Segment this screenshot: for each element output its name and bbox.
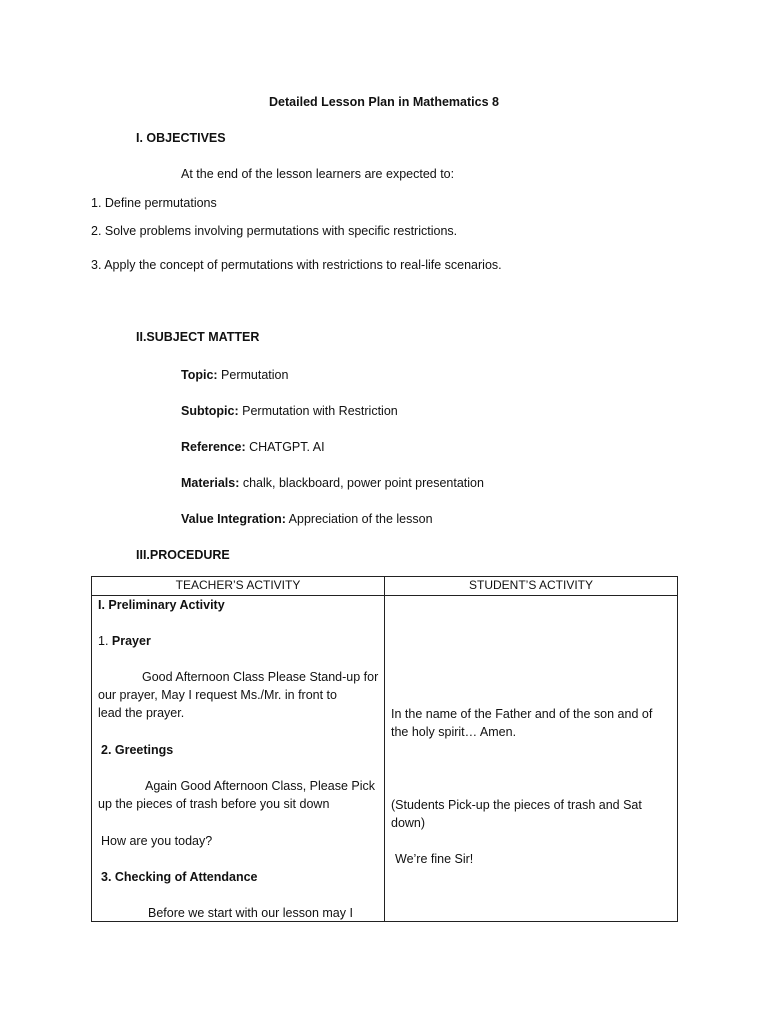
teacher-prayer-line: our prayer, May I request Ms./Mr. in front to bbox=[98, 688, 337, 702]
materials-value: chalk, blackboard, power point presentation bbox=[239, 476, 484, 490]
table-column-divider bbox=[384, 577, 385, 921]
greetings-heading: 2. Greetings bbox=[101, 743, 174, 757]
teacher-activity-header: TEACHER’S ACTIVITY bbox=[175, 578, 301, 592]
teacher-prayer-line: lead the prayer. bbox=[98, 706, 185, 720]
prayer-heading: 1. Prayer bbox=[98, 634, 151, 648]
teacher-greetings-line: Again Good Afternoon Class, Please Pick bbox=[145, 779, 375, 793]
procedure-table bbox=[91, 576, 678, 922]
value-integration-line bbox=[181, 512, 433, 526]
procedure-heading: III.PROCEDURE bbox=[136, 548, 230, 562]
student-trash-line: (Students Pick-up the pieces of trash and Sat bbox=[391, 798, 642, 812]
subtopic-label: Subtopic: bbox=[181, 404, 239, 418]
objectives-intro: At the end of the lesson learners are expected to: bbox=[181, 167, 455, 181]
objective-item: 3. Apply the concept of permutations with restrictions to real-life scenarios. bbox=[91, 258, 502, 272]
reference-line bbox=[181, 440, 325, 454]
objectives-heading: I. OBJECTIVES bbox=[136, 131, 226, 145]
reference-value: CHATGPT. AI bbox=[245, 440, 325, 454]
subject-matter-heading: II.SUBJECT MATTER bbox=[136, 330, 260, 344]
preliminary-activity-heading: I. Preliminary Activity bbox=[98, 598, 225, 612]
objective-item: 2. Solve problems involving permutations with specific restrictions. bbox=[91, 224, 458, 238]
student-trash-line: down) bbox=[391, 816, 426, 830]
student-activity-header: STUDENT’S ACTIVITY bbox=[468, 578, 593, 592]
objective-item: 1. Define permutations bbox=[91, 196, 217, 210]
teacher-prayer-line: Good Afternoon Class Please Stand-up for bbox=[142, 670, 379, 684]
document-title: Detailed Lesson Plan in Mathematics 8 bbox=[269, 95, 499, 109]
materials-label: Materials: bbox=[181, 476, 240, 490]
topic-label: Topic: bbox=[181, 368, 218, 382]
subtopic-line bbox=[181, 404, 398, 418]
teacher-greetings-question: How are you today? bbox=[101, 834, 213, 848]
subtopic-value: Permutation with Restriction bbox=[238, 404, 398, 418]
teacher-greetings-line: up the pieces of trash before you sit down bbox=[98, 797, 330, 811]
materials-line bbox=[181, 476, 484, 490]
attendance-heading: 3. Checking of Attendance bbox=[101, 870, 258, 884]
topic-line bbox=[181, 368, 288, 382]
value-integration-value: Appreciation of the lesson bbox=[285, 512, 433, 526]
value-integration-label: Value Integration: bbox=[181, 512, 286, 526]
teacher-attendance-line: Before we start with our lesson may I bbox=[148, 906, 353, 920]
student-prayer-line: In the name of the Father and of the son and of bbox=[391, 707, 653, 721]
topic-value: Permutation bbox=[217, 368, 289, 382]
student-response: We’re fine Sir! bbox=[395, 852, 474, 866]
reference-label: Reference: bbox=[181, 440, 246, 454]
student-prayer-line: the holy spirit… Amen. bbox=[391, 725, 517, 739]
